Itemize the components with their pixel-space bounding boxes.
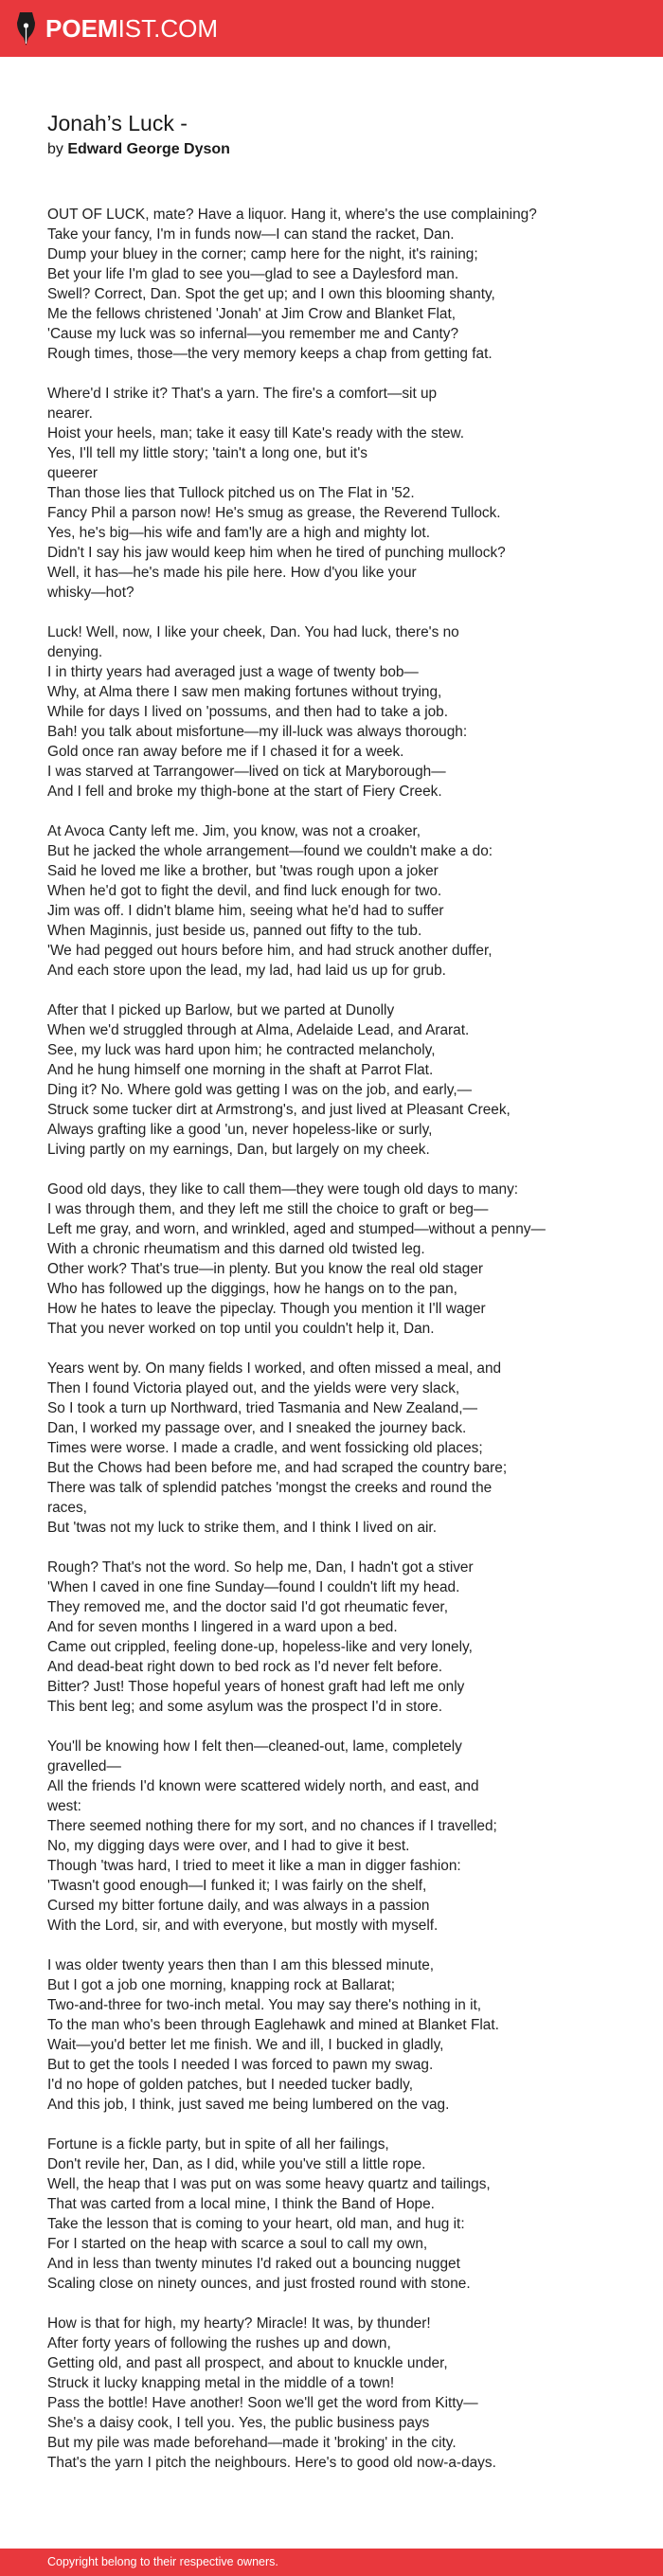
poem-line: And for seven months I lingered in a ward upon a bed.: [47, 1619, 398, 1635]
poem-line: With the Lord, sir, and with everyone, but mostly with myself.: [47, 1918, 439, 1934]
stanza: [47, 1558, 546, 1717]
poem-line: When we'd struggled through at Alma, Adelaide Lead, and Ararat.: [47, 1022, 470, 1038]
stanza: [47, 205, 546, 364]
poem-line: How is that for high, my hearty? Miracle! It was, by thunder!: [47, 2315, 431, 2332]
by-label: by: [47, 141, 63, 157]
stanza: [47, 1737, 546, 1936]
poem-line: queerer: [47, 465, 99, 481]
poem-line: Jim was off. I didn't blame him, seeing what he'd had to suffer: [47, 903, 444, 919]
poem-line: Hoist your heels, man; take it easy till Kate's ready with the stew.: [47, 425, 465, 441]
poem-line: Struck some tucker dirt at Armstrong's, and just lived at Pleasant Creek,: [47, 1102, 511, 1118]
byline: [47, 140, 230, 159]
poem-line: But I got a job one morning, knapping rock at Ballarat;: [47, 1977, 396, 1993]
poem-line: After forty years of following the rushes up and down,: [47, 2335, 391, 2351]
poem-line: I was starved at Tarrangower—lived on tick at Maryborough—: [47, 764, 446, 780]
poem-line: Said he loved me like a brother, but 'twas rough upon a joker: [47, 863, 439, 879]
poem-line: Two-and-three for two-inch metal. You may say there's nothing in it,: [47, 1997, 482, 2013]
poem-line: OUT OF LUCK, mate? Have a liquor. Hang it, where's the use complaining?: [47, 207, 537, 223]
stanza: [47, 384, 546, 603]
poem-line: Came out crippled, feeling done-up, hopeless-like and very lonely,: [47, 1639, 473, 1655]
poem-line: Times were worse. I made a cradle, and went fossicking old places;: [47, 1440, 483, 1456]
poem-line: Bah! you talk about misfortune—my ill-luck was always thorough:: [47, 724, 468, 740]
poem-line: When Maginnis, just beside us, panned out fifty to the tub.: [47, 923, 422, 939]
poem-line: When he'd got to fight the devil, and find luck enough for two.: [47, 883, 442, 899]
poem-line: Luck! Well, now, I like your cheek, Dan. You had luck, there's no: [47, 624, 459, 640]
poem-line: She's a daisy cook, I tell you. Yes, the public business pays: [47, 2415, 430, 2431]
author-link[interactable]: Edward George Dyson: [67, 141, 230, 157]
poem-line: 'We had pegged out hours before him, and had struck another duffer,: [47, 943, 493, 959]
poem-line: Wait—you'd better let me finish. We and ill, I bucked in gladly,: [47, 2037, 444, 2053]
poem-line: Dan, I worked my passage over, and I sneaked the journey back.: [47, 1420, 467, 1436]
poem-line: Fancy Phil a parson now! He's smug as grease, the Reverend Tullock.: [47, 505, 501, 521]
poem-line: Take the lesson that is coming to your heart, old man, and hug it:: [47, 2216, 465, 2232]
stanza: [47, 821, 546, 981]
poem-line: Years went by. On many fields I worked, and often missed a meal, and: [47, 1360, 502, 1377]
poem-line: Gold once ran away before me if I chased it for a week.: [47, 744, 404, 760]
logo-text: [45, 0, 218, 57]
poem-line: Well, the heap that I was put on was some heavy quartz and tailings,: [47, 2176, 491, 2192]
logo-text-bold: POEM: [45, 14, 118, 43]
poem-body: [47, 205, 546, 2493]
poem-line: All the friends I'd known were scattered widely north, and east, and: [47, 1778, 479, 1794]
poem-line: That you never worked on top until you couldn't help it, Dan.: [47, 1321, 435, 1337]
poem-line: denying.: [47, 644, 103, 660]
poem-line: gravelled—: [47, 1758, 121, 1774]
poem-line: Then I found Victoria played out, and the yields were very slack,: [47, 1380, 460, 1396]
poem-line: races,: [47, 1500, 87, 1516]
poem-title: Jonah’s Luck -: [47, 111, 188, 135]
poem-line: They removed me, and the doctor said I'd got rheumatic fever,: [47, 1599, 448, 1615]
poem-line: Fortune is a fickle party, but in spite of all her failings,: [47, 2136, 389, 2153]
stanza: [47, 1359, 546, 1538]
poem-line: Dump your bluey in the corner; camp here for the night, it's raining;: [47, 246, 478, 262]
site-footer: [0, 2549, 663, 2576]
poem-line: Getting old, and past all prospect, and about to knuckle under,: [47, 2355, 448, 2371]
poem-line: Me the fellows christened 'Jonah' at Jim Crow and Blanket Flat,: [47, 306, 457, 322]
poem-line: Though 'twas hard, I tried to meet it like a man in digger fashion:: [47, 1858, 461, 1874]
pen-nib-icon: [16, 11, 36, 46]
poem-line: No, my digging days were over, and I had to give it best.: [47, 1838, 410, 1854]
poem-line: But he jacked the whole arrangement—found we couldn't make a do:: [47, 843, 493, 859]
poem-line: Yes, he's big—his wife and fam'ly are a high and mighty lot.: [47, 525, 430, 541]
poem-line: Pass the bottle! Have another! Soon we'll get the word from Kitty—: [47, 2395, 478, 2411]
poem-line: While for days I lived on 'possums, and then had to take a job.: [47, 704, 449, 720]
site-header: [0, 0, 663, 57]
poem-line: Ding it? No. Where gold was getting I was on the job, and early,—: [47, 1082, 472, 1098]
copyright-text: Copyright belong to their respective owners.: [47, 2555, 278, 2568]
stanza: [47, 622, 546, 802]
poem-line: How he hates to leave the pipeclay. Though you mention it I'll wager: [47, 1301, 486, 1317]
poem-line: Well, it has—he's made his pile here. How d'you like your: [47, 565, 417, 581]
poem-line: Left me gray, and worn, and wrinkled, aged and stumped—without a penny—: [47, 1221, 546, 1237]
poem-line: Rough? That's not the word. So help me, Dan, I hadn't got a stiver: [47, 1559, 474, 1576]
poem-line: I was through them, and they left me still the choice to graft or beg—: [47, 1201, 489, 1217]
poem-line: 'Twasn't good enough—I funked it; I was fairly on the shelf,: [47, 1878, 427, 1894]
stanza: [47, 2314, 546, 2473]
poem-line: Living partly on my earnings, Dan, but largely on my cheek.: [47, 1142, 430, 1158]
poem-line: And in less than twenty minutes I'd raked out a bouncing nugget: [47, 2256, 460, 2272]
poem-line: Always grafting like a good 'un, never hopeless-like or surly,: [47, 1122, 433, 1138]
poem-line: And he hung himself one morning in the shaft at Parrot Flat.: [47, 1062, 434, 1078]
poem-line: Cursed my bitter fortune daily, and was always in a passion: [47, 1898, 430, 1914]
poem-line: There was talk of splendid patches 'mongst the creeks and round the: [47, 1480, 493, 1496]
poem-line: At Avoca Canty left me. Jim, you know, was not a croaker,: [47, 823, 421, 839]
poem-line: Swell? Correct, Dan. Spot the get up; and I own this blooming shanty,: [47, 286, 495, 302]
stanza: [47, 1000, 546, 1160]
poem-line: And dead-beat right down to bed rock as I'd never felt before.: [47, 1659, 443, 1675]
poem-line: Scaling close on ninety ounces, and just frosted round with stone.: [47, 2276, 471, 2292]
poem-line: Didn't I say his jaw would keep him when he tired of punching mullock?: [47, 545, 506, 561]
poem-line: Bitter? Just! Those hopeful years of honest graft had left me only: [47, 1679, 465, 1695]
poem-line: Don't revile her, Dan, as I did, while you've still a little rope.: [47, 2156, 426, 2172]
poem-line: Than those lies that Tullock pitched us on The Flat in '52.: [47, 485, 415, 501]
poem-line: And this job, I think, just saved me being lumbered on the vag.: [47, 2097, 450, 2113]
poem-line: whisky—hot?: [47, 585, 134, 601]
poem-line: You'll be knowing how I felt then—cleaned-out, lame, completely: [47, 1738, 462, 1755]
poem-line: 'Cause my luck was so infernal—you remember me and Canty?: [47, 326, 459, 342]
poem-line: After that I picked up Barlow, but we parted at Dunolly: [47, 1002, 395, 1018]
poem-line: And I fell and broke my thigh-bone at the start of Fiery Creek.: [47, 784, 442, 800]
poem-line: Struck it lucky knapping metal in the middle of a town!: [47, 2375, 395, 2391]
poem-line: Good old days, they like to call them—they were tough old days to many:: [47, 1181, 519, 1198]
poem-line: Who has followed up the diggings, how he hangs on to the pan,: [47, 1281, 457, 1297]
poem-line: This bent leg; and some asylum was the prospect I'd in store.: [47, 1699, 442, 1715]
poem-line: 'When I caved in one fine Sunday—found I couldn't lift my head.: [47, 1579, 460, 1595]
poem-line: Other work? That's true—in plenty. But you know the real old stager: [47, 1261, 484, 1277]
poem-line: nearer.: [47, 405, 93, 422]
poem-line: With a chronic rheumatism and this darned old twisted leg.: [47, 1241, 425, 1257]
poem-line: See, my luck was hard upon him; he contracted melancholy,: [47, 1042, 436, 1058]
poem-line: Take your fancy, I'm in funds now—I can stand the racket, Dan.: [47, 226, 455, 243]
poem-line: I'd no hope of golden patches, but I needed tucker badly,: [47, 2077, 413, 2093]
poem-line: For I started on the heap with scarce a soul to call my own,: [47, 2236, 428, 2252]
poem-line: But to get the tools I needed I was forced to pawn my swag.: [47, 2057, 434, 2073]
site-logo[interactable]: [16, 0, 218, 57]
poem-line: Rough times, those—the very memory keeps a chap from getting fat.: [47, 346, 493, 362]
poem-line: Yes, I'll tell my little story; 'tain't a long one, but it's: [47, 445, 367, 461]
poem-line: But 'twas not my luck to strike them, and I think I lived on air.: [47, 1520, 437, 1536]
poem-line: That's the yarn I pitch the neighbours. Here's to good old now-a-days.: [47, 2455, 496, 2471]
poem-line: Why, at Alma there I saw men making fortunes without trying,: [47, 684, 442, 700]
logo-text-regular: IST.COM: [117, 14, 219, 43]
poem-line: But the Chows had been before me, and had scraped the country bare;: [47, 1460, 508, 1476]
poem-line: But my pile was made beforehand—made it 'broking' in the city.: [47, 2435, 457, 2451]
poem-line: Bet your life I'm glad to see you—glad to see a Daylesford man.: [47, 266, 459, 282]
poem-line: There seemed nothing there for my sort, and no chances if I travelled;: [47, 1818, 497, 1834]
poem-line: To the man who's been through Eaglehawk and mined at Blanket Flat.: [47, 2017, 499, 2033]
poem-line: And each store upon the lead, my lad, had laid us up for grub.: [47, 963, 446, 979]
stanza: [47, 2135, 546, 2294]
stanza: [47, 1955, 546, 2115]
poem-line: I was older twenty years then than I am this blessed minute,: [47, 1957, 435, 1973]
poem-line: So I took a turn up Northward, tried Tasmania and New Zealand,—: [47, 1400, 477, 1416]
poem-line: That was carted from a local mine, I think the Band of Hope.: [47, 2196, 435, 2212]
poem-line: I in thirty years had averaged just a wage of twenty bob—: [47, 664, 419, 680]
stanza: [47, 1180, 546, 1339]
poem-line: Where'd I strike it? That's a yarn. The fire's a comfort—sit up: [47, 386, 438, 402]
poem-line: west:: [47, 1798, 81, 1814]
